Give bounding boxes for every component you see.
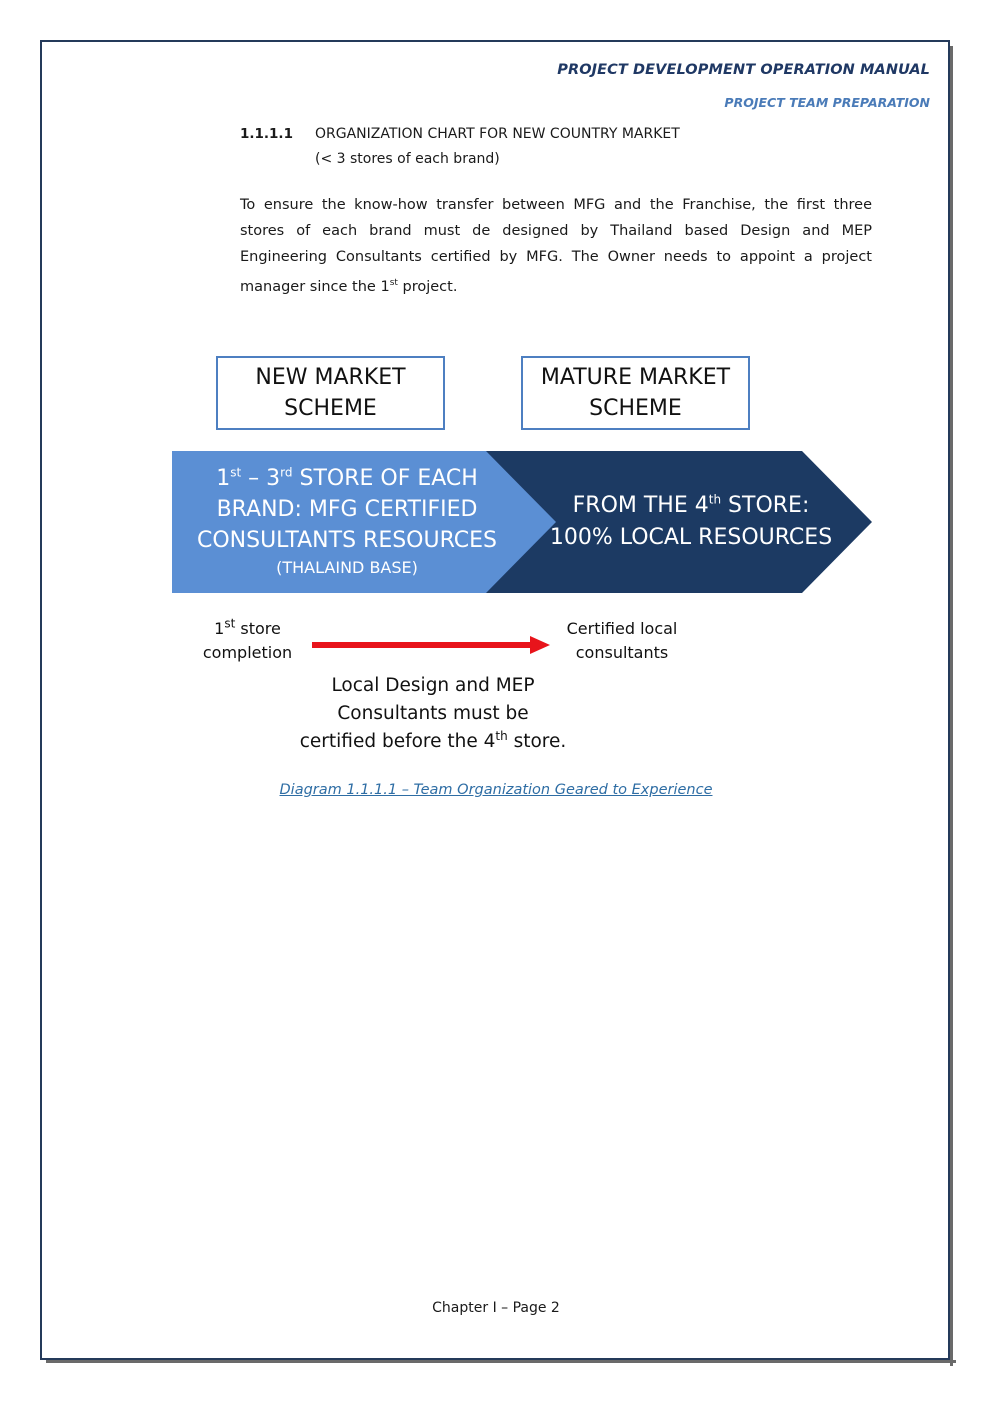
caption-text: Diagram 1.1.1.1 – Team Organization Geared to Experience (279, 782, 713, 798)
local-note-line2: Consultants must be (337, 703, 529, 724)
phase1-rest1: STORE OF EACH (292, 466, 478, 491)
local-note-pre3: certified before the 4 (299, 731, 496, 752)
certified-label (556, 617, 688, 665)
section-header: PROJECT TEAM PREPARATION (724, 95, 930, 110)
local-note-sup3: th (495, 728, 508, 743)
mature-scheme-line1: MATURE MARKET (540, 365, 731, 390)
paragraph-sup: st (389, 278, 398, 288)
phase2-sup: th (708, 492, 722, 507)
certified-line2: consultants (575, 643, 669, 662)
diagram-caption (0, 782, 992, 798)
local-note-line1: Local Design and MEP (331, 675, 535, 696)
phase1-mid: – 3 (241, 466, 281, 491)
phase2-pre: FROM THE 4 (572, 493, 709, 518)
phase1-line4: (THALAIND BASE) (276, 558, 418, 577)
phase2-text (540, 490, 842, 554)
local-note-rest3: store. (507, 731, 567, 752)
phase1-line2: BRAND: MFG CERTIFIED (216, 497, 478, 522)
first-store-num: 1 (214, 619, 225, 638)
local-note (288, 672, 578, 756)
paragraph-end: project. (397, 278, 458, 295)
phase2-line2: 100% LOCAL RESOURCES (549, 525, 833, 550)
phase1-num1: 1 (216, 466, 231, 491)
first-store-line2: completion (202, 643, 293, 662)
new-scheme-line2: SCHEME (284, 396, 377, 421)
phase1-line3: CONSULTANTS RESOURCES (196, 528, 498, 553)
paragraph-text: To ensure the know-how transfer between MFG and the Franchise, the first three stores of each brand must de designed by Thailand based Design and MEP Engineering Consultants certified by MFG. The Owner needs to appoint a project manager since the 1 (240, 197, 872, 295)
certified-line1: Certified local (566, 619, 678, 638)
new-scheme-line1: NEW MARKET (255, 365, 406, 390)
first-store-sup: st (224, 616, 236, 631)
section-title: ORGANIZATION CHART FOR NEW COUNTRY MARKET (315, 126, 680, 142)
phase1-sup1: st (230, 465, 242, 480)
manual-title: PROJECT DEVELOPMENT OPERATION MANUAL (557, 62, 930, 78)
first-store-label (190, 617, 305, 665)
first-store-rest: store (235, 619, 281, 638)
progress-arrow-head (530, 636, 550, 654)
phase2-rest: STORE: (721, 493, 810, 518)
phase1-sup2: rd (280, 465, 293, 480)
section-subtitle: (< 3 stores of each brand) (315, 151, 500, 167)
phase1-text (180, 463, 514, 580)
mature-scheme-line2: SCHEME (589, 396, 682, 421)
page-footer: Chapter I – Page 2 (432, 1300, 560, 1316)
section-number: 1.1.1.1 (240, 126, 293, 142)
